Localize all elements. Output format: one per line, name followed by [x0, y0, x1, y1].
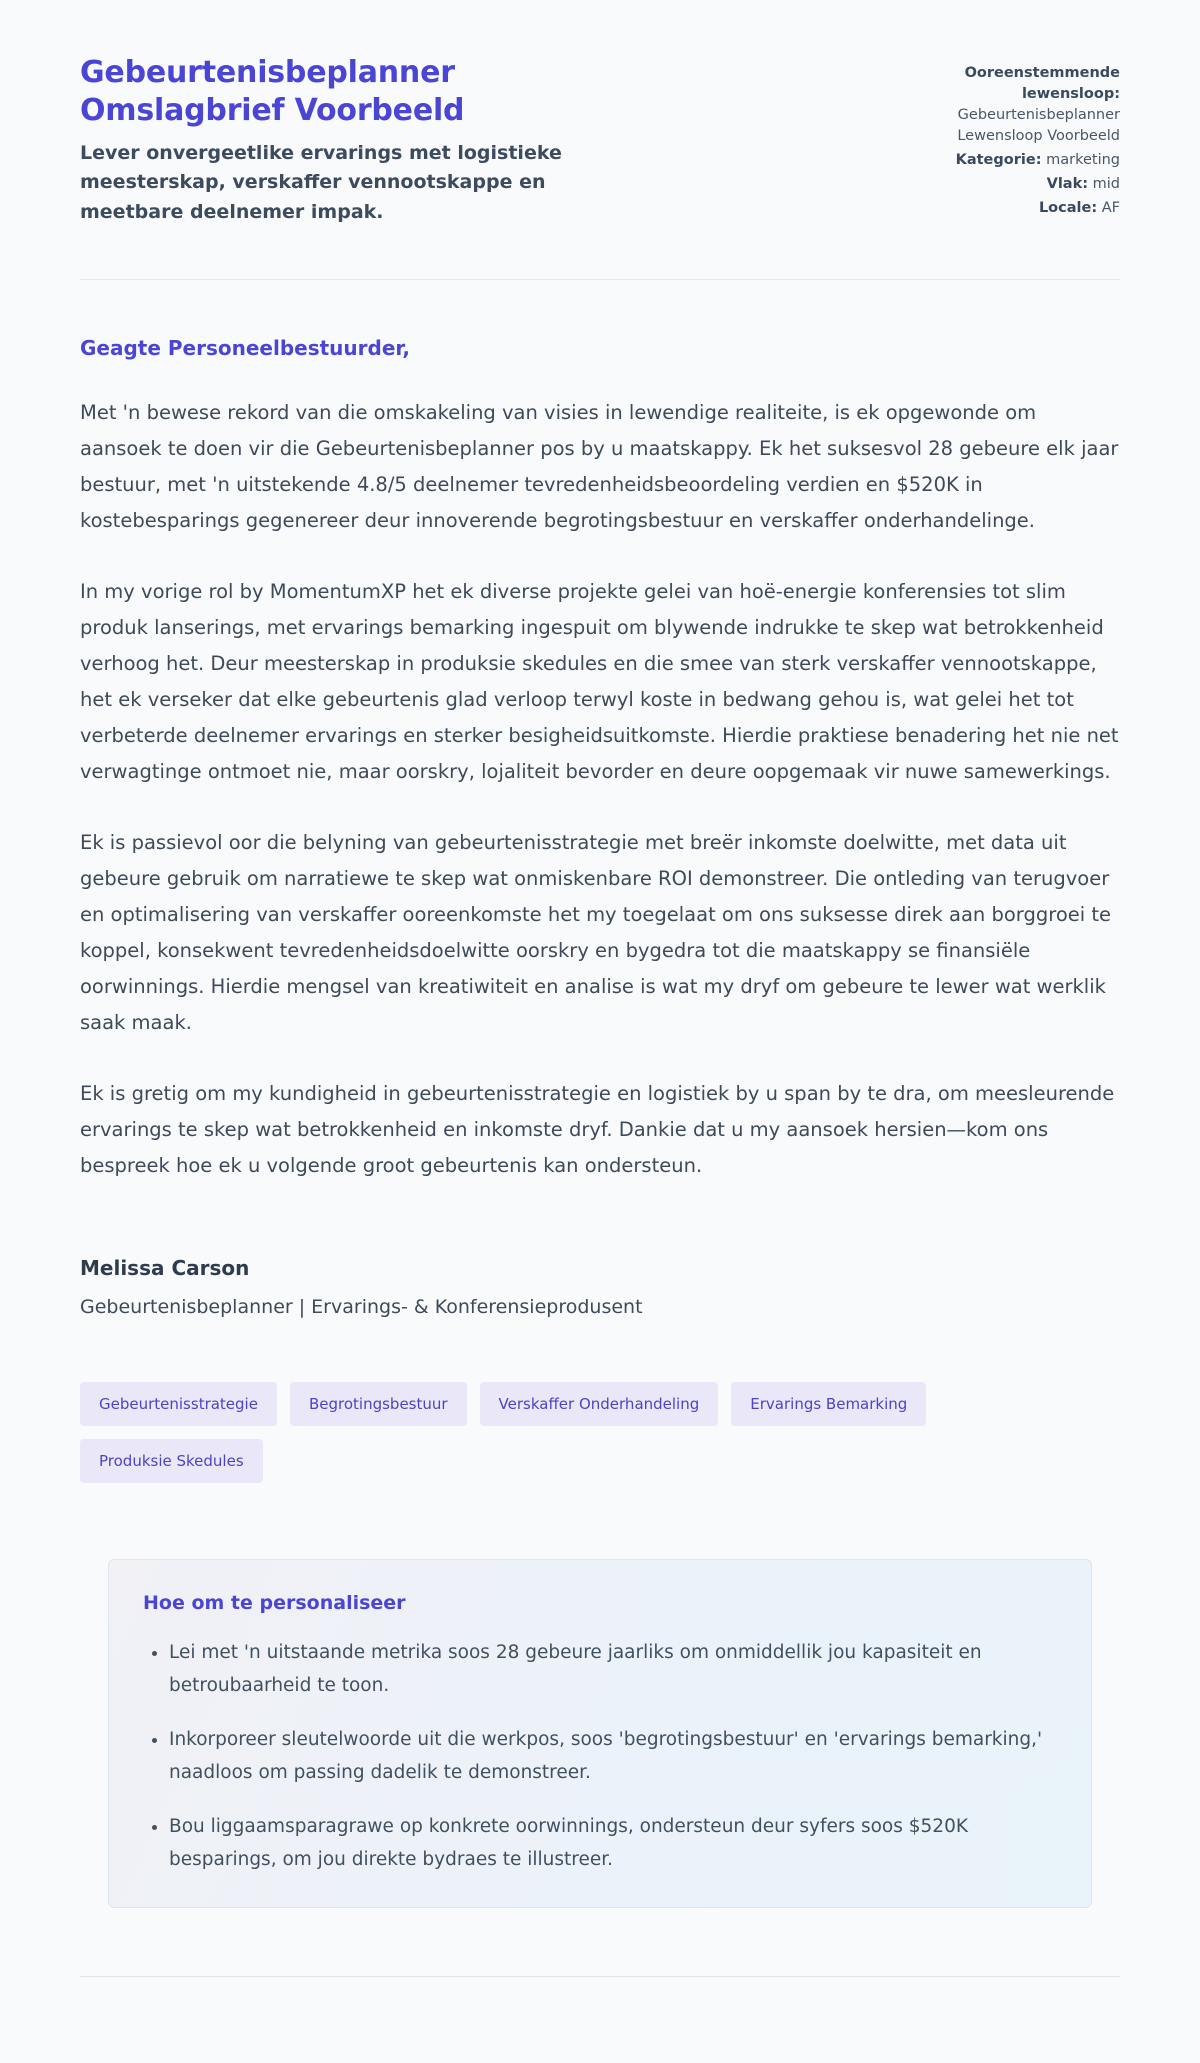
signature-name: Melissa Carson — [80, 1256, 250, 1281]
meta-level-value: mid — [1092, 176, 1120, 193]
page-subtitle: Lever onvergeetlike ervarings met logistieke meesterskap, verskaffer vennootskappe en meetbare deelnemer impak. — [80, 142, 562, 223]
header-title-block — [80, 54, 660, 227]
page-bottom-divider — [80, 1976, 1120, 1977]
cover-letter-page — [80, 0, 1120, 1977]
letter-paragraph: Ek is passievol oor die belyning van gebeurtenisstrategie met breër inkomste doelwitte, met data uit gebeure gebruik om narratiewe te skep wat onmiskenbare ROI demonstreer. Die ontleding van terugvoer en optimalisering van verskaffer ooreenkomste het my toegelaat om ons suksesse direk aan borggroei te koppel, konsekwent tevredenheidsdoelwitte oorskry en bygedra tot die maatskappy se finansiële oorwinnings. Hierdie mengsel van kreatiwiteit en analise is wat my dryf om gebeure te lewer wat werklik saak maak. — [80, 831, 1112, 1035]
tips-title: Hoe om te personaliseer — [143, 1592, 406, 1615]
signature-role: Gebeurtenisbeplanner | Ervarings- & Konferensieprodusent — [80, 1296, 643, 1319]
meta-locale-value: AF — [1101, 200, 1120, 217]
page-header — [80, 54, 1120, 227]
tips-item: • Lei met 'n uitstaande metrika soos 28 gebeure jaarliks om onmiddellik jou kapasiteit en betroubaarheid te toon. — [169, 1636, 1057, 1702]
skill-tags — [80, 1382, 980, 1483]
meta-level — [880, 174, 1120, 195]
letter-paragraph: In my vorige rol by MomentumXP het ek diverse projekte gelei van hoë-energie konferensies tot slim produk lanserings, met ervarings bemarking ingespuit om blywende indrukke te skep wat betrokkenheid verhoog het. Deur meesterskap in produksie skedules en die smee van sterk verskaffer vennootskappe, het ek verseker dat elke gebeurtenis glad verloop terwyl koste in bedwang gehou is, wat gelei het tot verbeterde deelnemer ervarings en sterker besigheidsuitkomste. Hierdie praktiese benadering het nie net verwagtinge ontmoet nie, maar oorskry, lojaliteit bevorder en deure oopgemaak vir nuwe samewerkings. — [80, 580, 1119, 784]
meta-locale-label: Locale: — [1038, 200, 1098, 217]
tips-list — [143, 1636, 1057, 1876]
personalization-tips-box — [108, 1559, 1092, 1908]
skill-tag[interactable]: Begrotingsbestuur — [290, 1382, 467, 1426]
meta-category — [880, 150, 1120, 171]
letter-greeting: Geagte Personeelbestuurder, — [80, 336, 410, 361]
meta-level-label: Vlak: — [1046, 176, 1089, 193]
meta-matching-resume-label: Ooreenstemmende lewensloop: — [964, 65, 1120, 103]
header-divider — [80, 279, 1120, 280]
letter-paragraph: Ek is gretig om my kundigheid in gebeurtenisstrategie en logistiek by u span by te dra, om meesleurende ervarings te skep wat betrokkenheid en inkomste dryf. Dankie dat u my aansoek hersien—kom ons bespreek hoe ek u volgende groot gebeurtenis kan ondersteun. — [80, 1082, 1115, 1178]
skill-tag[interactable]: Verskaffer Onderhandeling — [480, 1382, 719, 1426]
meta-matching-resume — [880, 63, 1120, 147]
meta-category-label: Kategorie: — [955, 152, 1042, 169]
tips-item: • Inkorporeer sleutelwoorde uit die werkpos, soos 'begrotingsbestuur' en 'ervarings bemarking,' naadloos om passing dadelik te demonstreer. — [169, 1723, 1057, 1789]
letter-paragraph: Met 'n bewese rekord van die omskakeling van visies in lewendige realiteite, is ek opgewonde om aansoek te doen vir die Gebeurtenisbeplanner pos by u maatskappy. Ek het suksesvol 28 gebeure elk jaar bestuur, met 'n uitstekende 4.8/5 deelnemer tevredenheidsbeoordeling verdien en $520K in kostebesparings gegenereer deur innoverende begrotingsbestuur en verskaffer onderhandelinge. — [80, 401, 1119, 533]
skill-tag[interactable]: Gebeurtenisstrategie — [80, 1382, 277, 1426]
skill-tag[interactable]: Ervarings Bemarking — [731, 1382, 926, 1426]
header-meta-block — [880, 54, 1120, 219]
tips-item: • Bou liggaamsparagrawe op konkrete oorwinnings, ondersteun deur syfers soos $520K besparings, om jou direkte bydraes te illustreer. — [169, 1810, 1057, 1876]
meta-locale — [880, 198, 1120, 219]
letter-body — [80, 336, 1120, 1318]
skill-tag[interactable]: Produksie Skedules — [80, 1439, 263, 1483]
meta-matching-resume-value: Gebeurtenisbeplanner Lewensloop Voorbeeld — [957, 107, 1120, 145]
page-title: Gebeurtenisbeplanner Omslagbrief Voorbeeld — [80, 55, 465, 128]
meta-category-value: marketing — [1046, 152, 1120, 169]
